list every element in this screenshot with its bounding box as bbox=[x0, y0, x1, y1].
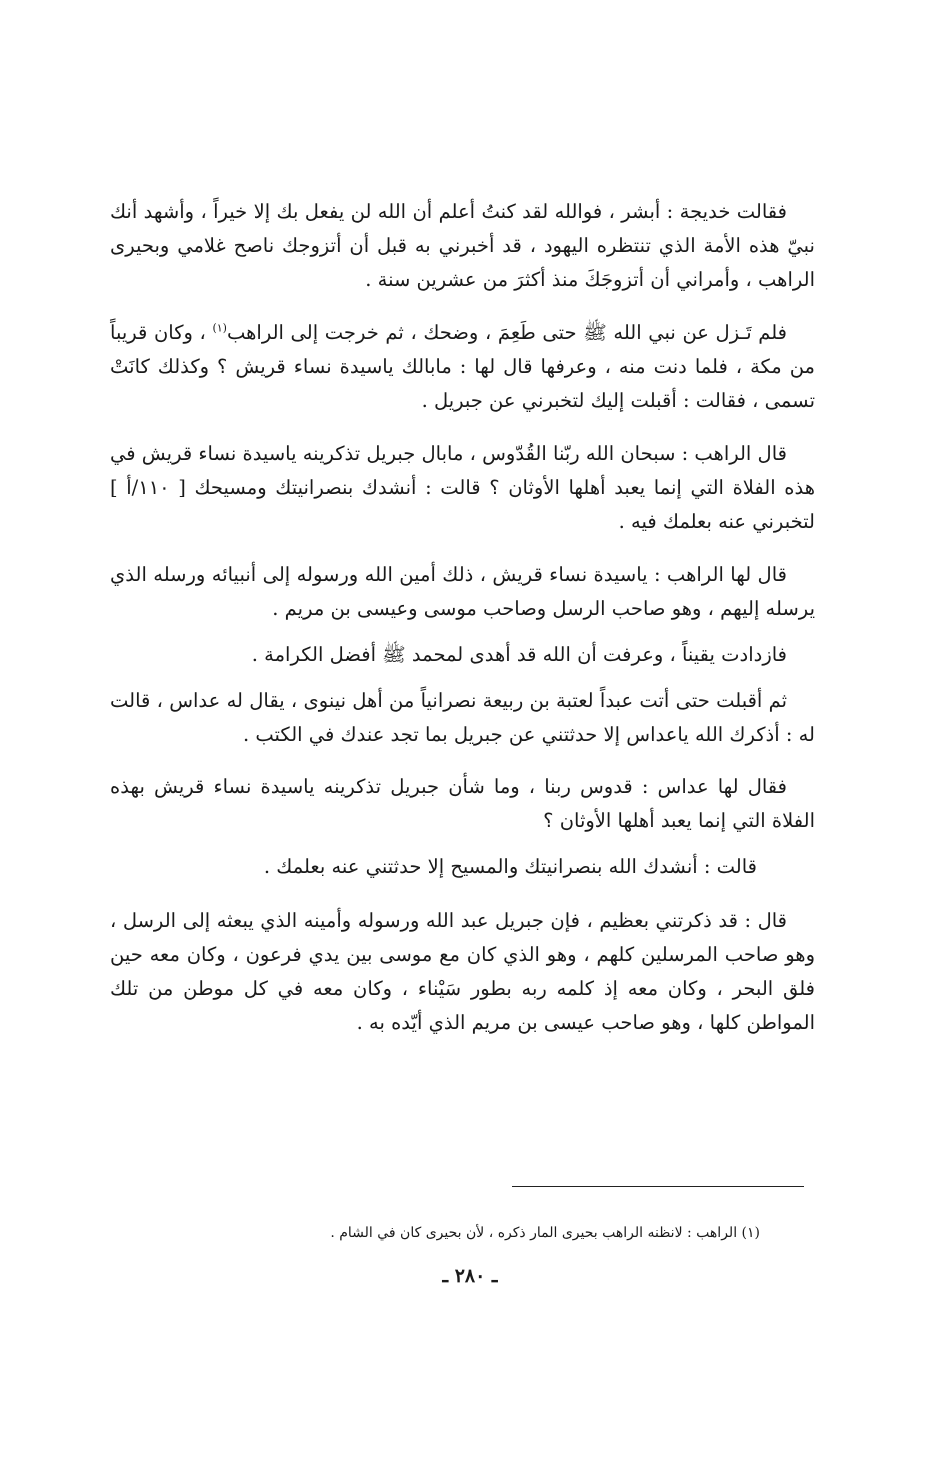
paragraph-2 bbox=[110, 316, 815, 418]
main-text bbox=[110, 195, 815, 1040]
paragraph-1: فقالت خديجة : أبشر ، فوالله لقد كنتُ أعلم أن الله لن يفعل بك إلا خيراً ، وأشهد أنك نبيّ هذه الأمة الذي تنتظره اليهود ، قد أخبرني به قبل أن أتزوجك ناصح غلامي وبحيرى الراهب ، وأمراني أن أتزوجَكَ منذ أكثرَ من عشرين سنة . bbox=[110, 200, 815, 291]
paragraph-4: قال لها الراهب : ياسيدة نساء قريش ، ذلك أمين الله ورسوله إلى أنبيائه ورسله الذي يرسله إليهم ، وهو صاحب الرسل وصاحب موسى وعيسى بن مريم . bbox=[110, 563, 815, 620]
footnote: (١) الراهب : لانظنه الراهب بحيرى المار ذكره ، لأن بحيرى كان في الشام . bbox=[330, 1225, 760, 1241]
paragraph-2-text-a: فلم تَـزل عن نبي الله ﷺ حتى طَعِمَ ، وضحك ، ثم خرجت إلى الراهب bbox=[226, 321, 787, 344]
paragraph-7: فقال لها عداس : قدوس ربنا ، وما شأن جبريل تذكرينه ياسيدة نساء قريش بهذه الفلاة التي إنما يعبد أهلها الأوثان ؟ bbox=[110, 775, 815, 832]
footnote-reference: (١) bbox=[212, 321, 227, 335]
page-number: ـ ٢٨٠ ـ bbox=[442, 1265, 498, 1287]
paragraph-3: قال الراهب : سبحان الله ربّنا القُدّوس ، مابال جبريل تذكرينه ياسيدة نساء قريش في هذه الفلاة التي إنما يعبد أهلها الأوثان ؟ قالت : أنشدك بنصرانيتك ومسيحك [ ١١٠/أ ] لتخبرني عنه بعلمك فيه . bbox=[110, 442, 815, 533]
paragraph-5: فازدادت يقيناً ، وعرفت أن الله قد أهدى لمحمد ﷺ أفضل الكرامة . bbox=[251, 643, 787, 666]
footnote-separator bbox=[512, 1186, 804, 1187]
paragraph-9: قال : قد ذكرتني بعظيم ، فإن جبريل عبد الله ورسوله وأمينه الذي يبعثه إلى الرسل ، وهو صاحب المرسلين كلهم ، وهو الذي كان مع موسى بين يدي فرعون ، وكان معه حين فلق البحر ، وكان معه إذ كلمه ربه بطور سَيْناء ، وكان معه في كل موطن من تلك المواطن كلها ، وهو صاحب عيسى بن مريم الذي أيّده به . bbox=[110, 909, 815, 1034]
paragraph-2-text-b: ، وكان قريباً من مكة ، فلما دنت منه ، وعرفها قال لها : مابالك ياسيدة نساء قريش ؟ وكذلك كانَتْ تسمى ، فقالت : أقبلت إليك لتخبرني عن جبريل . bbox=[110, 321, 815, 412]
paragraph-8: قالت : أنشدك الله بنصرانيتك والمسيح إلا حدثتني عنه بعلمك . bbox=[263, 855, 757, 878]
paragraph-6: ثم أقبلت حتى أتت عبداً لعتبة بن ربيعة نصرانياً من أهل نينوى ، يقال له عداس ، قالت له : أذكرك الله ياعداس إلا حدثتني عن جبريل بما تجد عندك في الكتب . bbox=[110, 689, 815, 746]
